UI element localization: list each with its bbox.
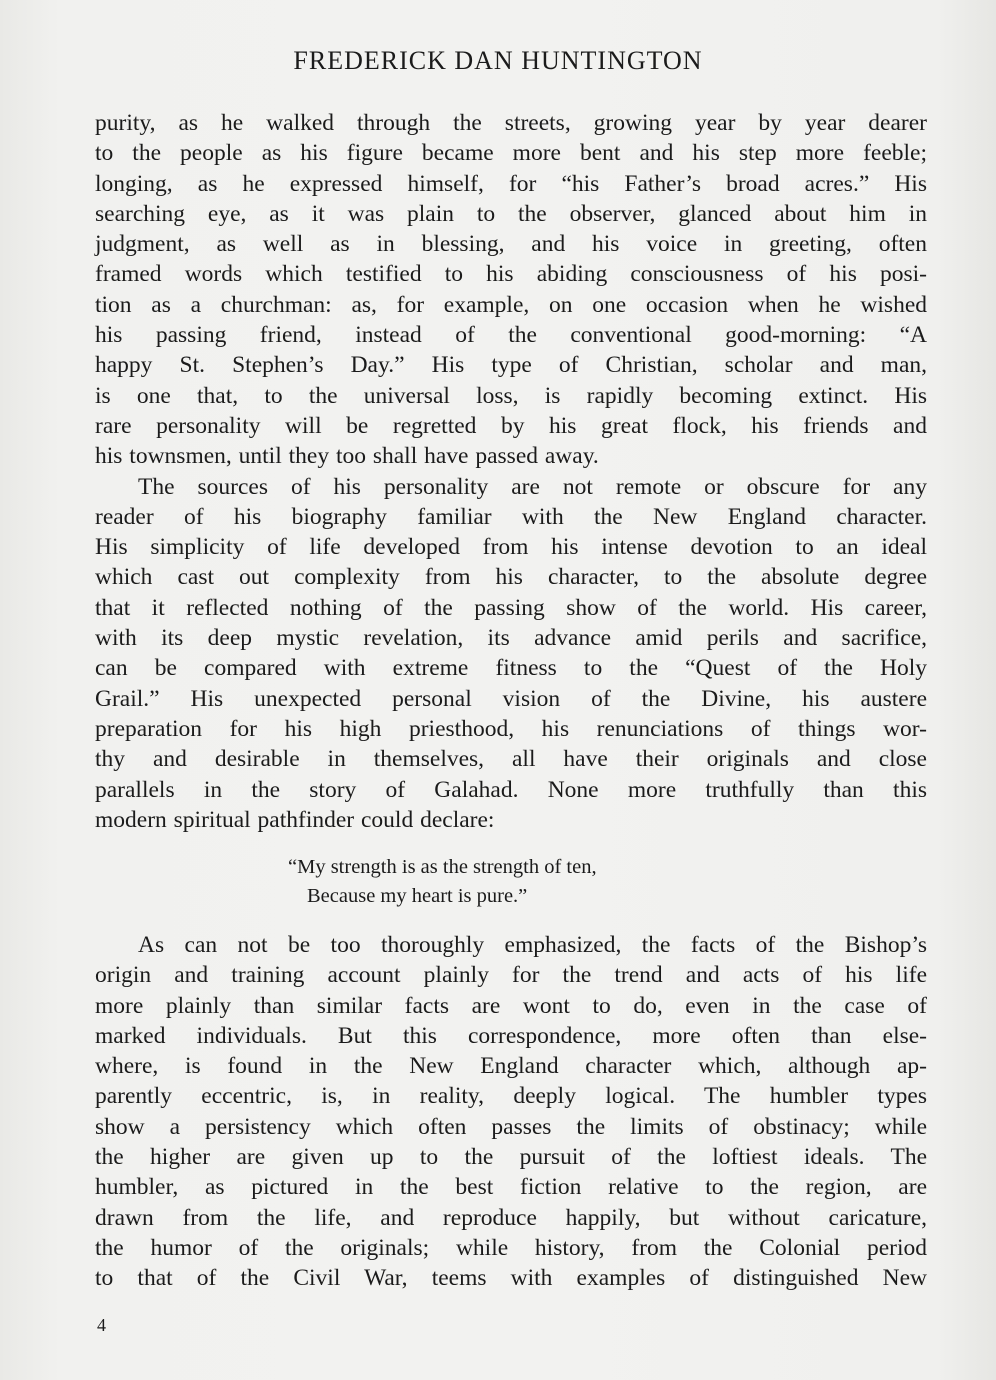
text-line: rare personality will be regretted by his great flock, his friends and	[95, 412, 927, 439]
text-line: framed words which testified to his abiding consciousness of his posi-	[95, 261, 927, 288]
text-line: with its deep mystic revelation, its advance amid perils and sacrifice,	[95, 625, 927, 652]
text-block-lower	[95, 930, 927, 1294]
text-line: parallels in the story of Galahad. None more truthfully than this	[95, 776, 927, 803]
text-line: the higher are given up to the pursuit of the loftiest ideals. The	[95, 1144, 927, 1171]
text-line: thy and desirable in themselves, all have their originals and close	[95, 746, 927, 773]
text-line: Grail.” His unexpected personal vision of the Divine, his austere	[95, 685, 927, 712]
text-line: tion as a churchman: as, for example, on one occasion when he wished	[95, 291, 927, 318]
page-number: 4	[97, 1315, 106, 1335]
text-line: purity, as he walked through the streets, growing year by year dearer	[95, 110, 927, 136]
verse-quotation	[288, 853, 788, 911]
text-line: is one that, to the universal loss, is rapidly becoming extinct. His	[95, 382, 927, 409]
text-line: can be compared with extreme fitness to the “Quest of the Holy	[95, 655, 927, 682]
text-block-upper	[95, 108, 927, 835]
text-line: happy St. Stephen’s Day.” His type of Christian, scholar and man,	[95, 352, 927, 379]
text-line: that it reflected nothing of the passing show of the world. His career,	[95, 594, 927, 621]
text-line: marked individuals. But this correspondence, more often than else-	[95, 1022, 927, 1049]
text-line: The sources of his personality are not remote or obscure for any	[138, 473, 927, 500]
text-line: where, is found in the New England character which, although ap-	[95, 1053, 927, 1080]
running-header: FREDERICK DAN HUNTINGTON	[293, 46, 703, 75]
text-line: to the people as his figure became more bent and his step more feeble;	[95, 140, 927, 167]
text-line: his passing friend, instead of the conventional good-morning: “A	[95, 322, 927, 349]
text-line: modern spiritual pathfinder could declare:	[95, 806, 495, 833]
text-line: origin and training account plainly for the trend and acts of his life	[95, 962, 927, 989]
text-line: show a persistency which often passes the limits of obstinacy; while	[95, 1113, 927, 1140]
verse-line: “My strength is as the strength of ten,	[288, 856, 597, 878]
text-line: As can not be too thoroughly emphasized, the facts of the Bishop’s	[138, 932, 927, 958]
text-line: which cast out complexity from his character, to the absolute degree	[95, 564, 927, 591]
text-line: preparation for his high priesthood, his renunciations of things wor-	[95, 715, 927, 742]
text-line: humbler, as pictured in the best fiction relative to the region, are	[95, 1174, 927, 1201]
text-line: more plainly than similar facts are wont to do, even in the case of	[95, 992, 927, 1019]
text-line: his townsmen, until they too shall have passed away.	[95, 443, 599, 470]
text-line: reader of his biography familiar with the New England character.	[95, 503, 927, 530]
text-line: judgment, as well as in blessing, and his voice in greeting, often	[95, 231, 927, 258]
text-line: searching eye, as it was plain to the observer, glanced about him in	[95, 200, 927, 227]
text-line: parently eccentric, is, in reality, deeply logical. The humbler types	[95, 1083, 927, 1110]
text-line: to that of the Civil War, teems with examples of distinguished New	[95, 1265, 927, 1292]
text-line: drawn from the life, and reproduce happily, but without caricature,	[95, 1204, 927, 1231]
text-line: longing, as he expressed himself, for “his Father’s broad acres.” His	[95, 170, 927, 197]
verse-line: Because my heart is pure.”	[307, 885, 528, 907]
text-line: His simplicity of life developed from his intense devotion to an ideal	[95, 534, 927, 561]
text-line: the humor of the originals; while history, from the Colonial period	[95, 1234, 927, 1261]
